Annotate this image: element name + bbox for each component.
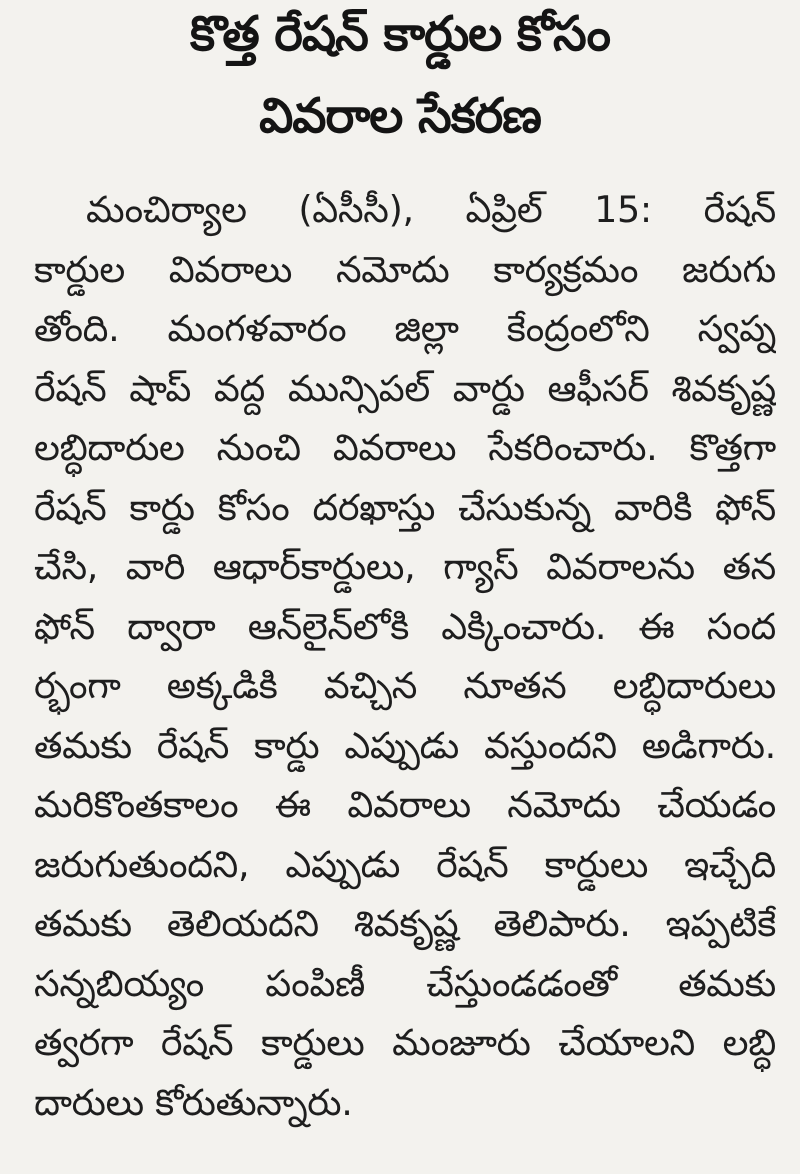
body-line: ఫోన్‌ ద్వారా ఆన్‌లైన్‌లోకి ఎక్కించారు. ఈ సంద <box>34 604 776 648</box>
body-line: కార్డుల వివరాలు నమోదు కార్యక్రమం జరుగు <box>34 247 776 291</box>
body-line: రేషన్‌ షాప్‌ వద్ద మున్సిపల్‌ వార్డు ఆఫీసర్‌ శివకృష్ణ <box>34 366 776 410</box>
body-line: తమకు రేషన్‌ కార్డు ఎప్పుడు వస్తుందని అడిగారు. <box>34 723 776 767</box>
article-body <box>34 180 776 1132</box>
body-line: త్వరగా రేషన్‌ కార్డులు మంజూరు చేయాలని లబ్ధి <box>34 1021 776 1064</box>
body-line: చేసి, వారి ఆధార్‌కార్డులు, గ్యాస్‌ వివరాలను తన <box>34 545 776 588</box>
headline-line-2: వివరాల సేకరణ <box>259 88 541 144</box>
body-line: తోంది. మంగళవారం జిల్లా కేంద్రంలోని స్వప్న <box>34 307 776 350</box>
headline-line-1: కొత్త రేషన్‌ కార్డుల కోసం <box>189 6 611 62</box>
body-line: జరుగుతుందని, ఎప్పుడు రేషన్‌ కార్డులు ఇచ్చేది <box>34 842 776 886</box>
body-line: దారులు కోరుతున్నారు. <box>34 1080 353 1124</box>
body-line: ర్భంగా అక్కడికి వచ్చిన నూతన లబ్ధిదారులు <box>34 664 776 707</box>
body-line: సన్నబియ్యం పంపిణీ చేస్తుండడంతో తమకు <box>34 961 776 1005</box>
body-line: లబ్ధిదారుల నుంచి వివరాలు సేకరించారు. కొత్తగా <box>34 426 776 469</box>
body-line: మరికొంతకాలం ఈ వివరాలు నమోదు చేయడం <box>34 783 776 826</box>
body-line: తమకు తెలియదని శివకృష్ణ తెలిపారు. ఇప్పటికే <box>34 902 776 945</box>
body-line: రేషన్‌ కార్డు కోసం దరఖాస్తు చేసుకున్న వారికి ఫోన్‌ <box>34 485 776 529</box>
body-line: మంచిర్యాల (ఏసీసీ), ఏప్రిల్‌ 15: రేషన్‌ <box>86 188 776 231</box>
